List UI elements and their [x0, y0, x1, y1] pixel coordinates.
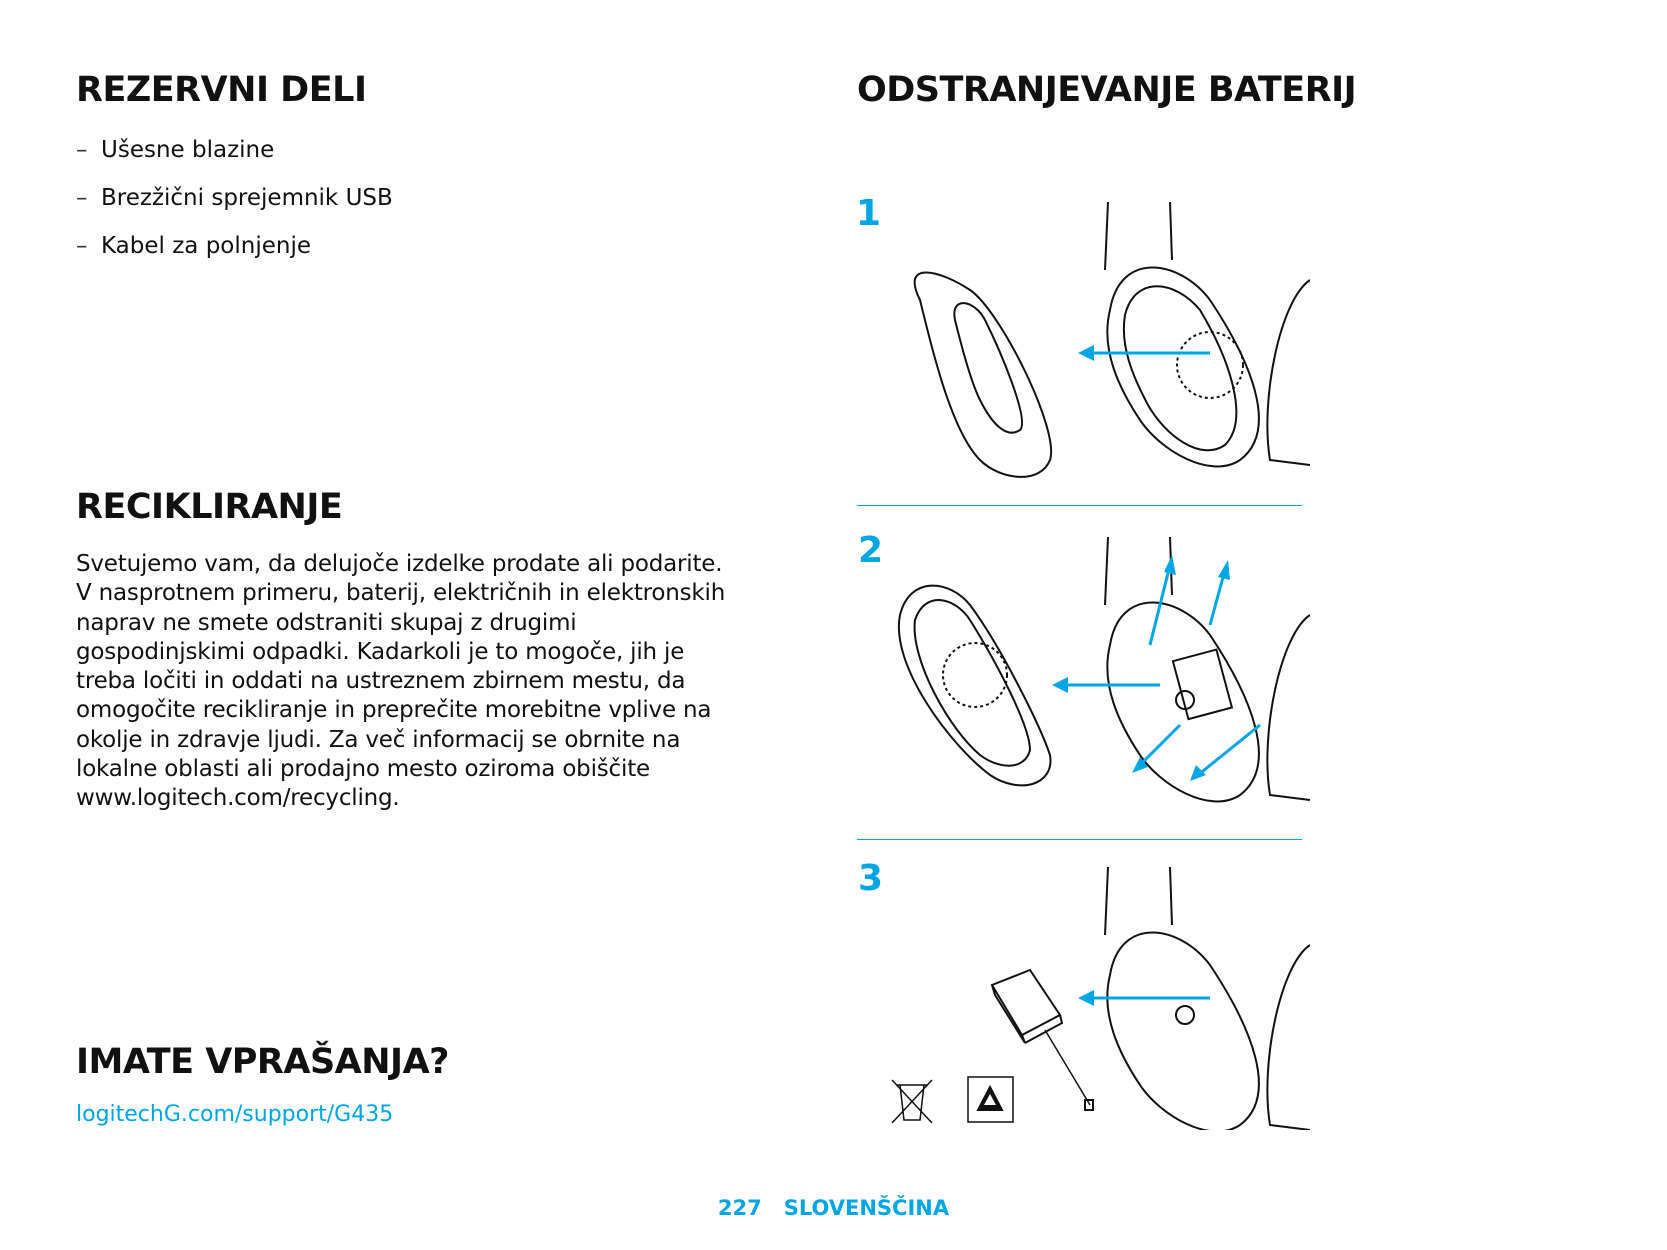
recycling-text: Svetujemo vam, da delujoče izdelke prodate ali podarite. V nasprotnem primeru, baterij, električnih in elektronskih naprav ne smete odstraniti skupaj z drugimi gospodinjskimi odpadki. Kadarkoli je to mogoče, jih je treba ločiti in oddati na ustreznem zbirnem mestu, da omogočite recikliranje in preprečite morebitne vplive na okolje in zdravje ljudi. Za več informacij se obrnite na lokalne oblasti ali prodajno mesto oziroma obiščite www.logitech.com/recycling. — [76, 551, 726, 812]
step-number-1: 1 — [856, 193, 882, 234]
footer-language: SLOVENŠČINA — [783, 1196, 950, 1220]
page-number: 227 — [717, 1196, 762, 1220]
battery-icon — [992, 970, 1093, 1110]
headphone-icon — [1105, 202, 1310, 466]
list-item-label: Kabel za polnjenje — [101, 233, 311, 259]
step-1-illustration — [880, 200, 1310, 485]
spare-parts-list — [76, 133, 393, 277]
page-footer — [0, 1196, 1667, 1220]
battery-removal-title: ODSTRANJEVANJE BATERIJ — [857, 70, 1357, 110]
step-divider — [857, 839, 1302, 840]
step-number-2: 2 — [858, 530, 884, 571]
step-2-illustration — [880, 535, 1310, 815]
questions-title: IMATE VPRAŠANJA? — [76, 1042, 449, 1082]
recycling-title: RECIKLIRANJE — [76, 487, 343, 527]
headphone-open-icon — [1105, 537, 1310, 801]
step-number-3: 3 — [858, 858, 884, 899]
list-item: – Kabel za polnjenje — [76, 233, 311, 259]
list-item: – Brezžični sprejemnik USB — [76, 185, 393, 211]
step-3-illustration — [880, 865, 1310, 1130]
list-item-label: Brezžični sprejemnik USB — [101, 185, 393, 211]
list-item: – Ušesne blazine — [76, 137, 275, 163]
recycle-icon — [968, 1077, 1013, 1122]
ear-cup-cover-icon — [899, 586, 1051, 786]
support-link[interactable]: logitechG.com/support/G435 — [76, 1102, 394, 1127]
spare-parts-title: REZERVNI DELI — [76, 70, 367, 110]
list-item-label: Ušesne blazine — [101, 137, 275, 163]
ear-cushion-icon — [915, 273, 1051, 477]
step-divider — [857, 505, 1302, 506]
crossed-bin-icon — [892, 1080, 932, 1123]
